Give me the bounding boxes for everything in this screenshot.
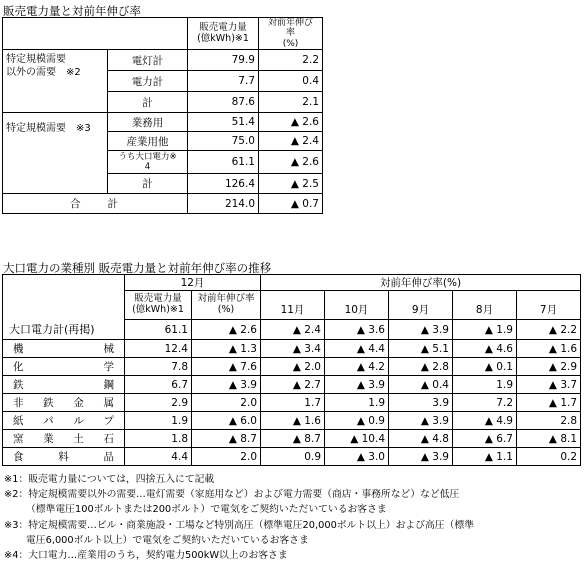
month-value: ▲ 2.7 [261,376,325,394]
yoy-value: 2.2 [259,50,323,71]
yoy-value: ▲ 8.7 [192,430,261,448]
kwh-value: 1.9 [125,412,192,430]
kwh-value: 61.1 [125,320,192,340]
table-row [3,430,581,448]
month-value: ▲ 2.8 [389,358,453,376]
month-value: ▲ 4.2 [325,358,389,376]
month-header: 9月 [389,291,453,320]
month-value: ▲ 8.7 [261,430,325,448]
yoy-value: 0.4 [259,71,323,92]
col-yoy-header: 対前年伸び率 (%) [192,291,261,320]
header-yoy-trend: 対前年伸び率(%) [261,275,581,291]
footnote: ※4：大口電力…産業用のうち，契約電力500kW以上のお客さま [4,550,288,562]
table-row [3,358,581,376]
yoy-value: ▲ 2.4 [259,132,323,151]
month-value: ▲ 4.6 [453,340,517,358]
month-value: ▲ 3.9 [325,376,389,394]
footnote: ※1：販売電力量については，四捨五入にて記載 [4,474,215,485]
footnote: ※2：特定規模需要以外の需要…電灯需要（家庭用など）および電力需要（商店・事務所など）など低圧 [4,489,460,501]
footnote: （標準電圧100ボルトまたは200ボルト）で電気をご契約いただいているお客さま [26,504,387,516]
total-label: 合 計 [3,194,188,214]
table-row [3,340,581,358]
header-december: 12月 [125,275,261,291]
month-value: ▲ 0.4 [389,376,453,394]
yoy-value: ▲ 1.3 [192,340,261,358]
month-value: ▲ 3.7 [517,376,581,394]
kwh-value: 1.8 [125,430,192,448]
table-row [3,394,581,412]
row-label: 産業用他 [108,132,188,151]
industry-label: 紙 パ ル プ [3,412,125,430]
month-value: ▲ 3.9 [389,412,453,430]
sales-table [2,17,323,214]
industry-label: 非 鉄 金 属 [3,394,125,412]
col-yoy-header: 対前年伸び 率 (%) [259,18,323,50]
yoy-value: ▲ 2.6 [259,151,323,174]
kwh-value: 2.9 [125,394,192,412]
month-value: 1.9 [453,376,517,394]
month-value: ▲ 5.1 [389,340,453,358]
industry-label: 大口電力計(再掲) [3,320,125,340]
month-value: ▲ 2.4 [261,320,325,340]
month-value: ▲ 0.1 [453,358,517,376]
month-value: 7.2 [453,394,517,412]
month-value: ▲ 2.0 [261,358,325,376]
month-value: ▲ 2.2 [517,320,581,340]
month-value: ▲ 1.7 [517,394,581,412]
yoy-value: ▲ 2.6 [192,320,261,340]
industry-table [2,274,581,466]
month-value: ▲ 0.9 [325,412,389,430]
month-value: ▲ 3.9 [389,448,453,466]
month-header: 11月 [261,291,325,320]
yoy-value: 2.1 [259,92,323,113]
yoy-value: 2.0 [192,394,261,412]
month-value: ▲ 2.9 [517,358,581,376]
month-value: 3.9 [389,394,453,412]
yoy-value: ▲ 2.5 [259,174,323,194]
month-header: 10月 [325,291,389,320]
footnote: ※3：特定規模需要…ビル・商業施設・工場など特別高圧（標準電圧20,000ボルト以上）および高圧（標準 [4,519,474,531]
yoy-value: ▲ 3.9 [192,376,261,394]
table-row [3,376,581,394]
yoy-value: ▲ 2.6 [259,113,323,132]
kwh-value: 7.7 [188,71,259,92]
kwh-value: 75.0 [188,132,259,151]
kwh-value: 6.7 [125,376,192,394]
month-header: 8月 [453,291,517,320]
yoy-value: ▲ 6.0 [192,412,261,430]
month-value: ▲ 4.4 [325,340,389,358]
kwh-value: 51.4 [188,113,259,132]
month-value: ▲ 4.8 [389,430,453,448]
kwh-value: 126.4 [188,174,259,194]
footnote: 電圧6,000ボルト以上）で電気をご契約いただいているお客さま [26,534,309,546]
month-value: 0.9 [261,448,325,466]
month-value: 2.8 [517,412,581,430]
industry-label: 機 械 [3,340,125,358]
total-kwh: 214.0 [188,194,259,214]
table2-title: 大口電力の業種別 販売電力量と対前年伸び率の推移 [3,261,272,275]
kwh-value: 79.9 [188,50,259,71]
month-value: ▲ 4.9 [453,412,517,430]
table1-title: 販売電力量と対前年伸び率 [3,4,141,18]
industry-label: 窯 業 土 石 [3,430,125,448]
month-value: 0.2 [517,448,581,466]
kwh-value: 7.8 [125,358,192,376]
month-value: ▲ 6.7 [453,430,517,448]
month-value: ▲ 1.1 [453,448,517,466]
month-value: ▲ 3.4 [261,340,325,358]
month-value: ▲ 3.0 [325,448,389,466]
col-kwh-header: 販売電力量 (億kWh)※1 [125,291,192,320]
row-label: 電灯計 [108,50,188,71]
month-value: ▲ 3.6 [325,320,389,340]
footnotes [4,472,474,563]
table-row [3,448,581,466]
kwh-value: 61.1 [188,151,259,174]
table-row [3,412,581,430]
month-value: ▲ 1.6 [517,340,581,358]
group-label-non-specified: 特定規模需要 以外の需要 ※2 [3,50,95,113]
yoy-value: 2.0 [192,448,261,466]
yoy-value: ▲ 7.6 [192,358,261,376]
row-label: 計 [108,174,188,194]
month-header: 7月 [517,291,581,320]
kwh-value: 12.4 [125,340,192,358]
row-label: うち大口電力※ 4 [108,151,188,174]
month-value: ▲ 1.6 [261,412,325,430]
row-label: 電力計 [108,71,188,92]
month-value: ▲ 8.1 [517,430,581,448]
month-value: 1.9 [325,394,389,412]
group-label-specified: 特定規模需要 ※3 [3,113,95,194]
row-label: 計 [108,92,188,113]
industry-label: 化 学 [3,358,125,376]
month-value: ▲ 3.9 [389,320,453,340]
month-value: ▲ 1.9 [453,320,517,340]
industry-label: 食 料 品 [3,448,125,466]
kwh-value: 4.4 [125,448,192,466]
month-value: ▲ 10.4 [325,430,389,448]
month-value: 1.7 [261,394,325,412]
kwh-value: 87.6 [188,92,259,113]
row-label: 業務用 [108,113,188,132]
industry-label: 鉄 鋼 [3,376,125,394]
col-kwh-header: 販売電力量 (億kWh)※1 [188,18,259,50]
total-yoy: ▲ 0.7 [259,194,323,214]
